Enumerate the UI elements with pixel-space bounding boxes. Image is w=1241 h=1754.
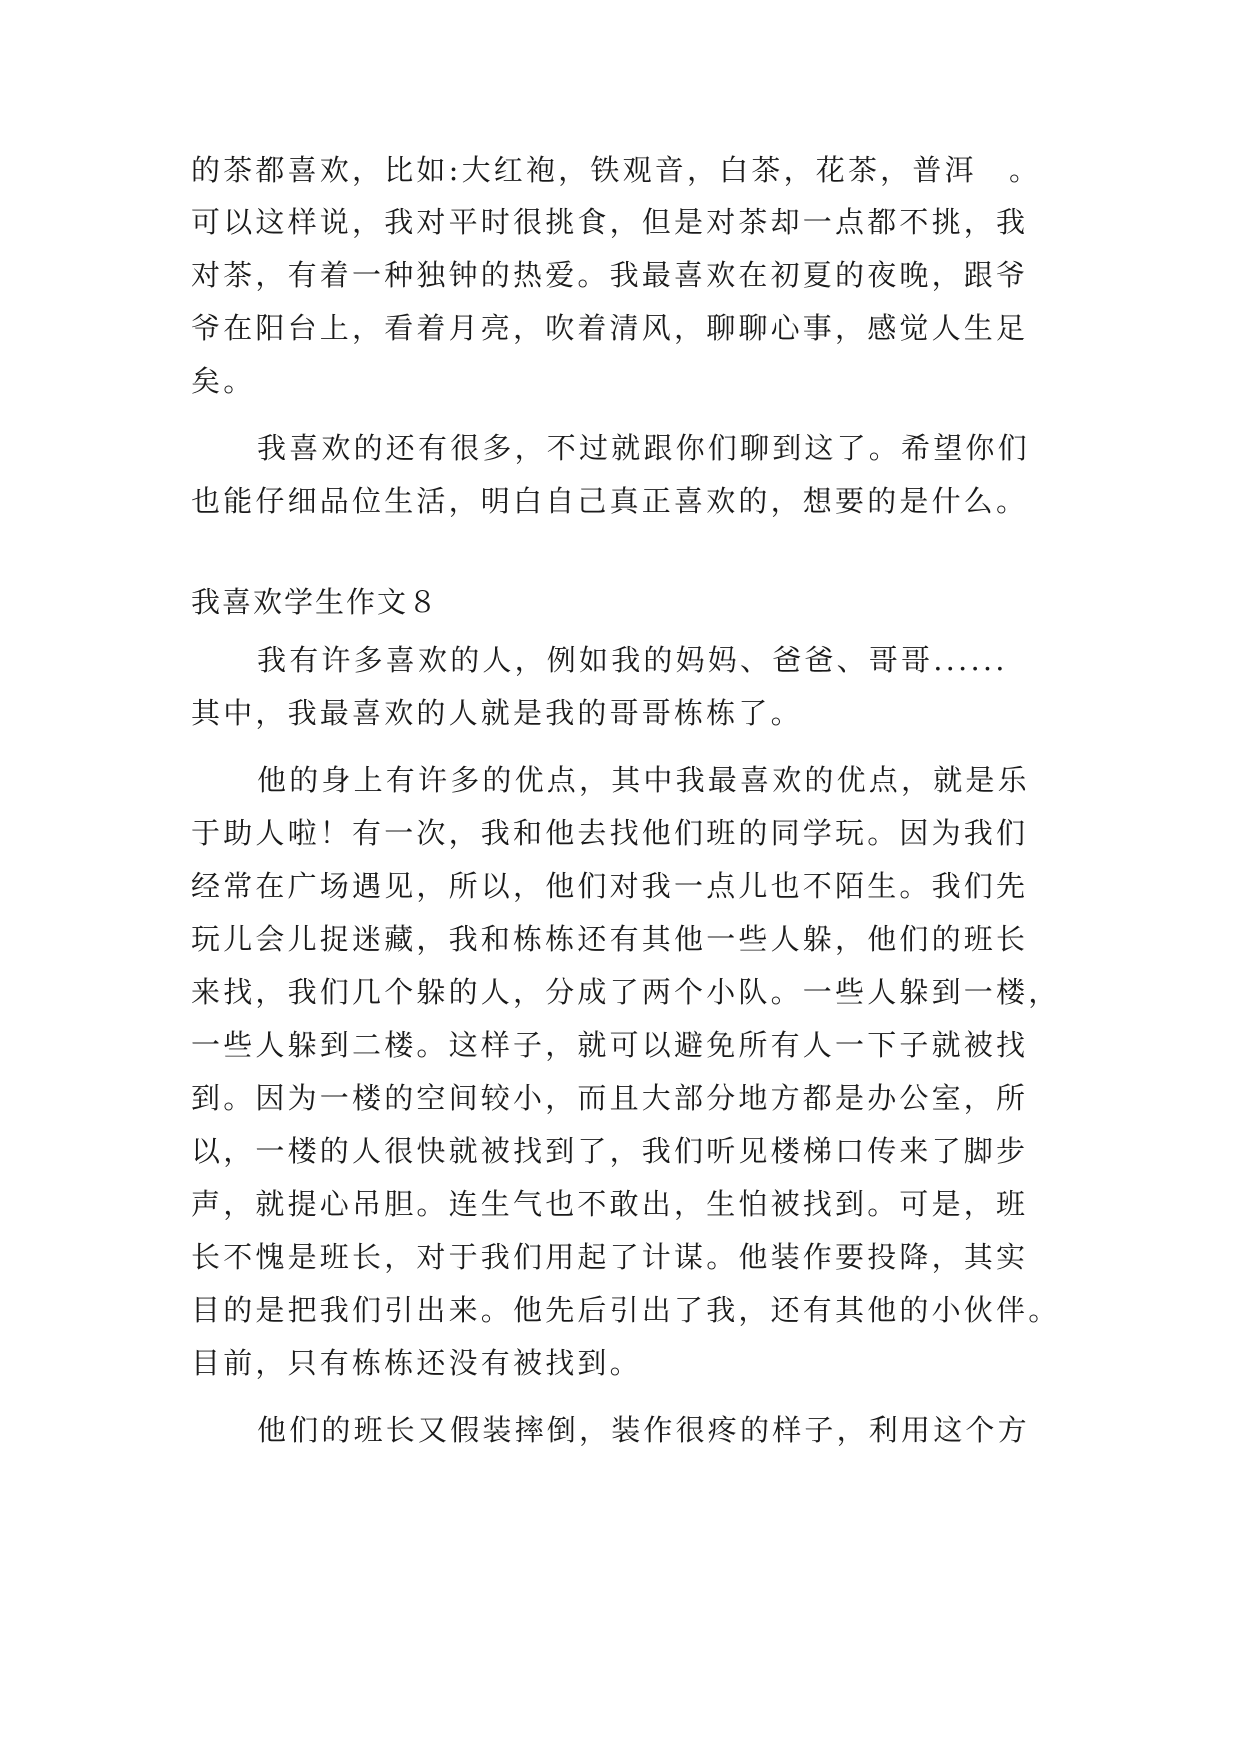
text-line: 玩儿会儿捉迷藏，我和栋栋还有其他一些人躲，他们的班长 xyxy=(191,922,1029,956)
section-heading: 我喜欢学生作文８ xyxy=(191,585,440,619)
text-line: 对茶，有着一种独钟的热爱。我最喜欢在初夏的夜晚，跟爷 xyxy=(191,258,1029,292)
text-line: 目的是把我们引出来。他先后引出了我，还有其他的小伙伴。 xyxy=(191,1293,1061,1327)
text-line: 爷在阳台上，看着月亮，吹着清风，聊聊心事，感觉人生足 xyxy=(191,311,1029,345)
paragraph-start-line: 我有许多喜欢的人，例如我的妈妈、爸爸、哥哥...... xyxy=(257,643,1008,677)
paragraph-start-line: 他的身上有许多的优点，其中我最喜欢的优点，就是乐 xyxy=(257,763,1030,797)
paragraph-start-line: 他们的班长又假装摔倒，装作很疼的样子，利用这个方 xyxy=(257,1413,1030,1447)
text-line: 于助人啦！有一次，我和他去找他们班的同学玩。因为我们 xyxy=(191,816,1029,850)
text-line: 到。因为一楼的空间较小，而且大部分地方都是办公室，所 xyxy=(191,1081,1029,1115)
text-line: 一些人躲到二楼。这样子，就可以避免所有人一下子就被找 xyxy=(191,1028,1029,1062)
text-line: 的茶都喜欢，比如:大红袍，铁观音，白茶，花茶，普洱 。 xyxy=(191,153,1042,187)
text-line: 声，就提心吊胆。连生气也不敢出，生怕被找到。可是，班 xyxy=(191,1187,1029,1221)
text-line: 目前，只有栋栋还没有被找到。 xyxy=(191,1346,642,1380)
text-line: 经常在广场遇见，所以，他们对我一点儿也不陌生。我们先 xyxy=(191,869,1029,903)
text-line: 可以这样说，我对平时很挑食，但是对茶却一点都不挑，我 xyxy=(191,205,1029,239)
text-line: 也能仔细品位生活，明白自己真正喜欢的，想要的是什么。 xyxy=(191,484,1029,518)
text-line: 矣。 xyxy=(191,364,256,398)
text-line: 来找，我们几个躲的人，分成了两个小队。一些人躲到一楼， xyxy=(191,975,1061,1009)
text-line: 长不愧是班长，对于我们用起了计谋。他装作要投降，其实 xyxy=(191,1240,1029,1274)
paragraph-start-line: 我喜欢的还有很多，不过就跟你们聊到这了。希望你们 xyxy=(257,431,1030,465)
text-line: 其中，我最喜欢的人就是我的哥哥栋栋了。 xyxy=(191,696,803,730)
text-line: 以，一楼的人很快就被找到了，我们听见楼梯口传来了脚步 xyxy=(191,1134,1029,1168)
